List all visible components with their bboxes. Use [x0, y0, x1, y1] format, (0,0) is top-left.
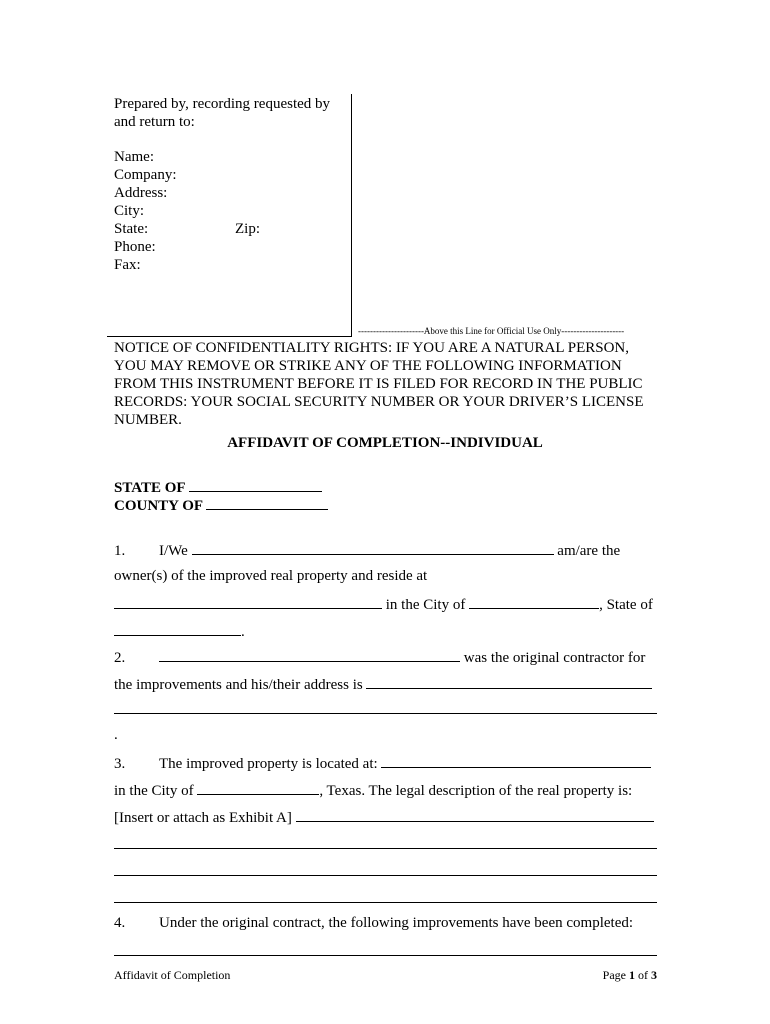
legal-description-line3[interactable] — [114, 875, 657, 876]
para3-in-city-of: in the City of — [114, 783, 194, 799]
county-of-label: COUNTY OF — [114, 498, 203, 514]
prepared-by-line2: and return to: — [114, 114, 195, 130]
property-address-blank[interactable] — [381, 753, 651, 768]
zip-label: Zip: — [235, 221, 260, 237]
header-vertical-divider — [351, 94, 352, 337]
para2-address-label: the improvements and his/their address is — [114, 677, 363, 693]
footer-total-pages: 3 — [651, 968, 657, 982]
document-title: AFFIDAVIT OF COMPLETION--INDIVIDUAL — [227, 435, 543, 451]
official-use-line: ----------------------Above this Line for Official Use Only--------------------- — [358, 326, 625, 336]
contractor-address-line2[interactable] — [114, 713, 657, 714]
para1-line4 — [114, 621, 245, 641]
para2-period: . — [114, 727, 118, 743]
residence-state-blank[interactable] — [114, 621, 241, 636]
para1-state-of: , State of — [599, 597, 653, 613]
para3-line2 — [114, 780, 632, 800]
para3-line3 — [114, 807, 654, 827]
contractor-name-blank[interactable] — [159, 647, 460, 662]
contractor-address-blank[interactable] — [366, 674, 652, 689]
para3-texas: , Texas. The legal description of the real property is: — [319, 783, 633, 799]
city-label: City: — [114, 203, 145, 219]
phone-label: Phone: — [114, 239, 156, 255]
address-label: Address: — [114, 185, 168, 201]
para2-line2 — [114, 674, 652, 694]
state-of-label: STATE OF — [114, 480, 185, 496]
footer-page-number — [603, 968, 657, 983]
para2-original-contractor: was the original contractor for — [463, 650, 646, 666]
legal-description-line2[interactable] — [114, 848, 657, 849]
para1-line3 — [114, 594, 653, 614]
name-label: Name: — [114, 149, 154, 165]
improvements-line1[interactable] — [114, 955, 657, 956]
county-of-line — [114, 495, 328, 515]
legal-description-line4[interactable] — [114, 902, 657, 903]
para4-line1 — [114, 914, 633, 932]
para4-text: Under the original contract, the following improvements have been completed: — [159, 915, 634, 931]
owner-name-blank[interactable] — [192, 540, 554, 555]
footer-current-page: 1 — [629, 968, 635, 982]
footer-page-word: Page — [602, 968, 626, 982]
state-label: State: — [114, 221, 149, 237]
footer-left: Affidavit of Completion — [114, 968, 231, 982]
para2-line1 — [114, 647, 645, 667]
state-of-line — [114, 477, 322, 497]
para1-number: 1. — [114, 543, 126, 559]
para1-in-city-of: in the City of — [385, 597, 466, 613]
residence-city-blank[interactable] — [469, 594, 599, 609]
legal-description-blank[interactable] — [296, 807, 654, 822]
para2-number: 2. — [114, 650, 126, 666]
confidentiality-notice: NOTICE OF CONFIDENTIALITY RIGHTS: IF YOU ARE A NATURAL PERSON, YOU MAY REMOVE OR STRIKE ANY OF THE FOLLOWING INFORMATION FROM THIS INSTRUMENT BEFORE IT IS FILED FOR RECORD IN THE PUBLIC RECORDS: YOUR SOCIAL SECURITY NUMBER OR YOUR DRIVER’S LICENSE NUMBER. — [114, 340, 644, 428]
header-horizontal-divider — [107, 336, 352, 337]
footer-of-word: of — [638, 968, 648, 982]
state-of-blank[interactable] — [189, 477, 322, 492]
para1-am-are: am/are the — [557, 543, 621, 559]
para3-number: 3. — [114, 756, 126, 772]
para3-line1 — [114, 753, 651, 773]
para1-line1 — [114, 540, 620, 560]
para1-line2: owner(s) of the improved real property and reside at — [114, 568, 428, 584]
residence-address-blank[interactable] — [114, 594, 382, 609]
para3-exhibit: [Insert or attach as Exhibit A] — [114, 810, 292, 826]
para3-located-at: The improved property is located at: — [159, 756, 378, 772]
county-of-blank[interactable] — [206, 495, 328, 510]
prepared-by-line1: Prepared by, recording requested by — [114, 96, 331, 112]
para1-period: . — [241, 624, 245, 640]
para1-iwe: I/We — [159, 543, 188, 559]
fax-label: Fax: — [114, 257, 141, 273]
para4-number: 4. — [114, 915, 126, 931]
property-city-blank[interactable] — [197, 780, 319, 795]
company-label: Company: — [114, 167, 177, 183]
